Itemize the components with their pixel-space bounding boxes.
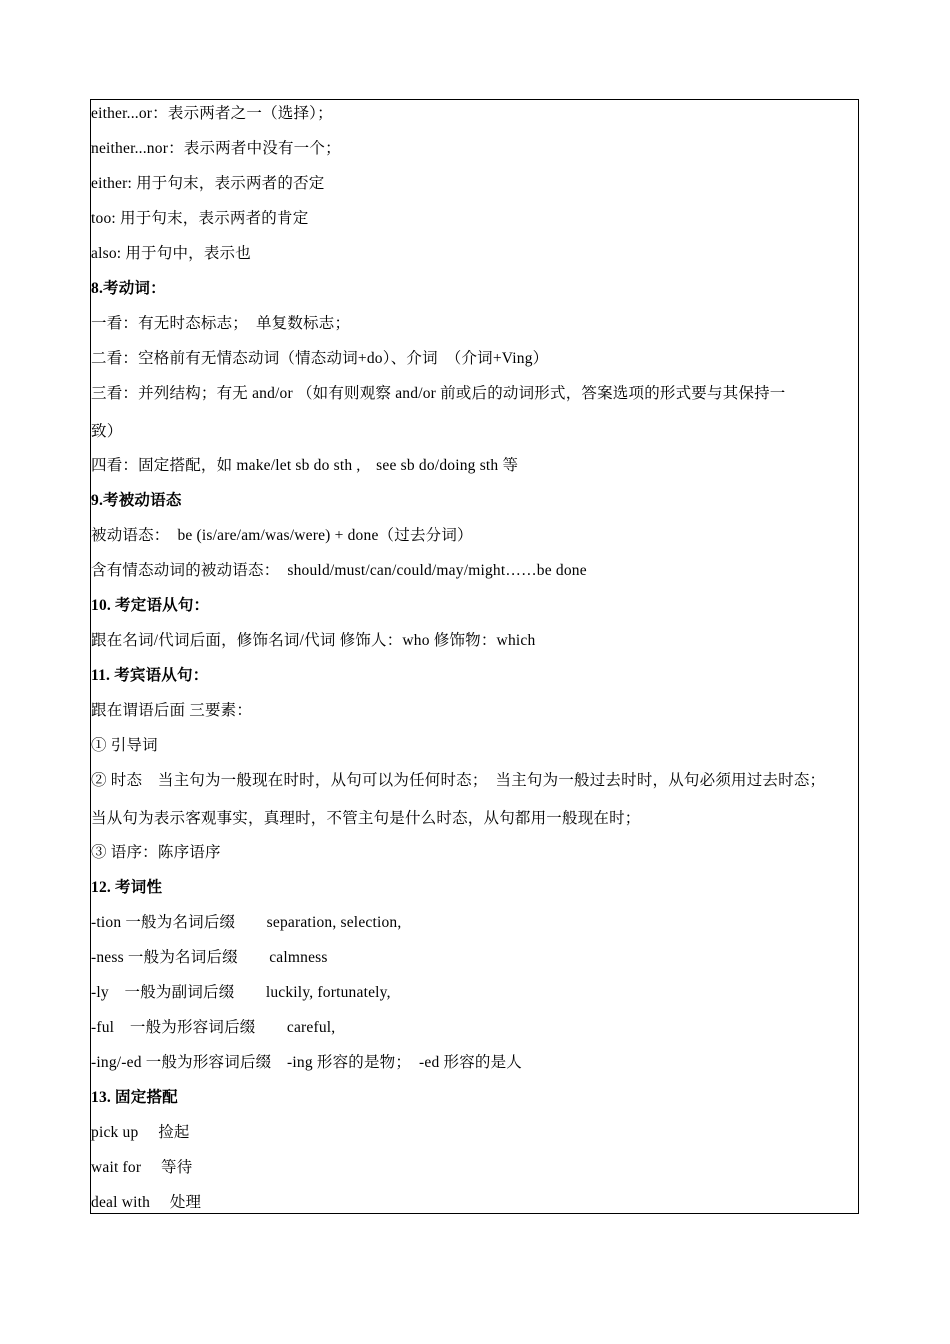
section-heading-attributive: 10. 考定语从句： — [91, 597, 210, 614]
section-heading-part-of-speech: 12. 考词性 — [91, 879, 163, 896]
text-line-suffix-ly: -ly 一般为副词后缀 luckily, fortunately, — [91, 984, 391, 1001]
text-line-connective: ① 引导词 — [91, 737, 158, 754]
text-line-too: too: 用于句末，表示两者的肯定 — [91, 210, 309, 227]
text-line-either-or: either...or：表示两者之一（选择）； — [91, 105, 333, 122]
text-line-tense-cont: 当从句为表示客观事实，真理时，不管主句是什么时态，从句都用一般现在时； — [91, 810, 641, 827]
section-heading-object-clause: 11. 考宾语从句： — [91, 667, 209, 684]
text-line-either: either: 用于句末，表示两者的否定 — [91, 175, 325, 192]
text-line-word-order: ③ 语序：陈序语序 — [91, 844, 221, 861]
section-heading-verbs: 8.考动词： — [91, 280, 166, 297]
text-line-modal-passive: 含有情态动词的被动语态： should/must/can/could/may/might……be done — [91, 562, 587, 579]
text-line-pick-up: pick up 捡起 — [91, 1124, 190, 1141]
text-line-suffix-ness: -ness 一般为名词后缀 calmness — [91, 949, 328, 966]
text-line-neither-nor: neither...nor：表示两者中没有一个； — [91, 140, 341, 157]
section-heading-passive: 9.考被动语态 — [91, 492, 182, 509]
text-line-tense: ② 时态 当主句为一般现在时时，从句可以为任何时态； 当主句为一般过去时时，从句必须用过去时态； — [91, 772, 826, 789]
text-line-look-four: 四看：固定搭配，如 make/let sb do sth , see sb do/doing sth 等 — [91, 457, 519, 474]
text-line-wait-for: wait for 等待 — [91, 1159, 193, 1176]
text-line-look-one: 一看：有无时态标志； 单复数标志； — [91, 315, 351, 332]
text-line-look-two: 二看：空格前有无情态动词（情态动词+do）、介词 （介词+Ving） — [91, 350, 549, 367]
text-line-also: also: 用于句中，表示也 — [91, 245, 251, 262]
text-line-deal-with: deal with 处理 — [91, 1194, 202, 1211]
text-line-look-three-cont: 致） — [91, 423, 123, 440]
text-line-passive: 被动语态： be (is/are/am/was/were) + done（过去分词） — [91, 527, 473, 544]
text-line-suffix-tion: -tion 一般为名词后缀 separation, selection, — [91, 914, 402, 931]
text-line-three-elements: 跟在谓语后面 三要素： — [91, 702, 253, 719]
text-line-attributive: 跟在名词/代词后面，修饰名词/代词 修饰人：who 修饰物：which — [91, 632, 536, 649]
text-line-look-three: 三看：并列结构；有无 and/or （如有则观察 and/or 前或后的动词形式，答案选项的形式要与其保持一 — [91, 385, 786, 402]
section-heading-collocations: 13. 固定搭配 — [91, 1089, 178, 1106]
text-line-suffix-ful: -ful 一般为形容词后缀 careful, — [91, 1019, 336, 1036]
content-table-cell — [90, 99, 859, 1214]
text-line-suffix-ing-ed: -ing/-ed 一般为形容词后缀 -ing 形容的是物； -ed 形容的是人 — [91, 1054, 523, 1071]
